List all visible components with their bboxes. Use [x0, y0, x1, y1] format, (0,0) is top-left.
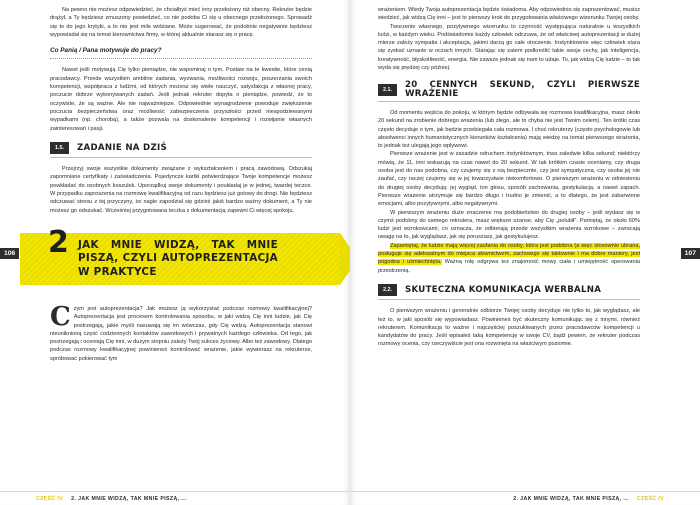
right-footer — [350, 491, 700, 505]
dropcap: C — [50, 301, 71, 332]
footer-part: CZĘŚĆ IV — [36, 495, 64, 502]
paragraph-with-dropcap — [50, 301, 312, 363]
paragraph: Tworzenie własnego, pozytywnego wizerunku to czynność występująca naturalnie u wszystkich ludzi, w każdym wieku. Podświadomie każdy człowiek odczuwa, że od właściwej autoprezentacji w dużej mierze zależy sympatia i akceptacja, jakimi darzą go całe otoczenie. Instynktownie więc człowiek stara się zyskać uznanie w oczach innych. Starając się zatem podkreślić takie swoje cechy, jak inteligencja, kreatywność, błyskotliwość, energia. Nie zawsze jednak się nam to udaje. To, jak widzą Cię ludzie – to tak wyda się prędzej czy później. — [378, 23, 640, 72]
question-subheading: Co Panią / Pana motywuje do pracy? — [50, 47, 312, 59]
section-title: ZADANIE NA DZIŚ — [77, 142, 168, 153]
section-title: SKUTECZNA KOMUNIKACJA WERBALNA — [405, 284, 602, 295]
section-number: 1.5. — [50, 142, 69, 154]
dropcap-paragraph-text: zym jest autoprezentacja? Jak możesz ją wykorzystać podczas rozmowy kwalifikacyjnej? Autoprezentacja jest procesem kontrolowania sposobu, w jaki widzą Cię inni ludzie, jak Cię postrzegają, jakie myśli nasuwają się im wówczas, gdy Cię widzą. Autoprezentacja stanowi nieuniknioną część codziennych kontaktów zawodowych i prywatnych każdego człowieka. Od tego, jak postrzegają i oceniają Cię inni, w dużym stopniu zależy Twój sukces życiowy. Albo też zawodowy. Dlatego podczas rozmowy kwalifikacyjnej powinieneś kontrolować wrażenie, jakie wywierasz na rekruterze, spróbować pokierować tym — [50, 305, 312, 362]
section-heading — [378, 284, 640, 300]
right-page — [350, 0, 700, 505]
footer-part: CZĘŚĆ IV — [636, 495, 664, 502]
left-text-column — [50, 6, 312, 363]
paragraph: Na pewno nie możesz odpowiedzieć, że chciałbyś mieć inny przełożony niż obecny. Rekruter będzie drążył, a Ty będziesz zmuszony powiedzieć, co nie podoba Ci się u obecnego przełożonego. Sprowadź się to do jego krytyki, a to nie jest mile widziane. Może sugerować, że podobnie negatywnie będziesz wypowiadał się na temat kierownictwa firmy, w której aktualnie starasz się o pracę. — [50, 7, 312, 38]
section-number: 2.2. — [378, 284, 397, 296]
chapter-banner — [20, 224, 340, 291]
paragraph: Pierwsze wrażenie jest w zasadzie odruchem instynktownym, trwa zaledwie kilka sekund; niektórzy mówią, że 11, inni wskazują na czas nawet do 20 sekund. W tak krótkim czasie oceniamy, czy druga osoba jest do nas podobna, czy czujemy się z nią bezpiecznie, czy jest sympatyczna, czy osoba jej nie zaufać, czy raczej czujemy się w jej towarzystwie niekomfortowo. O pierwszym wrażeniu w odniesieniu do drugiej osoby decydują: jej wygląd, ton głosu, sposób zachowania, gestykulacja, a nawet zapach. Pierwsze wrażenie utrzymuje się bardzo długo i trudno je zmienić, a to dlatego, że jest zabarwione emocjami, albo pozytywnymi, albo negatywnymi. — [378, 151, 640, 208]
section-heading — [378, 81, 640, 102]
section-heading — [50, 142, 312, 158]
footer-chapter-title: 2. JAK MNIE WIDZĄ, TAK MNIE PISZĄ, ... — [71, 495, 187, 502]
paragraph: O pierwszym wrażeniu i generalnie odbiorze Twojej osoby decyduje nie tylko to, jak wyglądasz, ale też to, w jaki sposób się wypowiadasz. Powinieneś być skuteczny komunikując się z innymi, również rekruterem. Komunikacja to ważne i najczęściej poszukiwanych przez pracodawców kompetencji u kandydatów do pracy. Jeśli wpisałeś taką kompetencję w swoje CV, bądź pewien, że rekruter podczas rozmowy ocenia, czy rzeczywiście jest ona rozwinięta na właściwym poziomie. — [378, 308, 640, 348]
footer-chapter-title: 2. JAK MNIE WIDZĄ, TAK MNIE PISZĄ, ... — [513, 495, 629, 502]
paragraph: Od momentu wejścia do pokoju, w którym będzie odbywała się rozmowa kwalifikacyjna, masz około 20 sekund na zrobienie dobrego wrażenia (lub złego, ale to chyba nie jest Twoim celem). Ten krótki czas często decyduje o tym, jak będzie przebiegała cała rozmowa. I choć rekruterzy (często psychologowie lub absolwenci innych humanistycznych kierunków kształcenia) mają wiedzę na temat pierwszego wrażenia, to jednak też ulegają jego wpływowi. — [378, 109, 640, 150]
left-page-number: 106 — [0, 248, 19, 259]
paragraph-text: Ważną rolę odgrywa też znajomość mowy ciała i umiejętność operowania przestrzenią. — [378, 259, 640, 274]
section-title: 20 CENNYCH SEKUND, CZYLI PIERWSZE WRAŻENIE — [405, 80, 640, 99]
paragraph: Przejrzyj swoje wszystkie dokumenty związane z wykształceniem i pracą zawodową. Odszukaj zapomniane certyfikaty i zaświadczenia. Pojedyncze kartki potwierdzające Twoje kompetencje możesz powkładać do osobnych koszulek. Uporządkuj swoje dokumenty i poukładaj je w jednej, twardej teczce. W przypadku zaproszenia na rozmowę kwalifikacyjną od razu będziesz już gotowy do drogi. Nie będziesz odczuwać stresu z tej przyczyny, że nagle zapodział się gdzieś jakiś bardzo ważny dokument, a Ty nie możesz go odszukać. Wcześniej przygotowana teczka z dokumentacją zapewni Ci więcej spokoju. — [50, 166, 312, 214]
chapter-number: 2 — [48, 224, 69, 260]
highlighted-text: Zapamiętaj, że ludzie mają więcej zaufania do osoby, która jest podobna (a więc stosownie ubrana, posługuje się adekwatnym do miejsca słownictwem, zachowuje się taktownie i ma dobre maniery, jest pogodna i uśmiechnięta. — [378, 242, 640, 266]
paragraph: wrażeniem. Wtedy Twoja autoprezentacja będzie świadoma. Aby odpowiednio się zaprezentować, musisz wiedzieć, jak widzą Cię inni – jest to pierwszy krok do przygotowania właściwego wizerunku Twojej osoby. — [378, 7, 641, 22]
section-number: 2.1. — [378, 84, 397, 96]
paragraph: Nawet jeśli motywują Cię tylko pieniądze, nie wspominaj o tym. Postaw na te kwestie, które cenią pracodawcy. Przede wszystkim ambitne zadania, wyzwania, możliwości rozwoju, poszerzania swoich kompetencji, współpraca z ludźmi, od których możesz się wiele nauczyć, satysfakcja z własnej pracy, poczucie dobrze wykonywanych zadań. Jeśli jednak rekruter dopyta o pieniądze, powiedz, że to oczywiste, że są ważne. Ale nie najważniejsze. Odpowiednie wynagrodzenie powoduje zwiększenie poczucia bezpieczeństwa oraz możliwość zabezpieczenia przyszłości przed niespodziewanymi wypadkami (np. chorobą), a także pozwala na doskonalenie kompetencji i rozwijanie własnych zainteresowań i pasji. — [50, 67, 312, 132]
paragraph: W pierwszym wrażeniu duże znaczenie ma podobieństwo do drugiej osoby – jeśli wydasz się w czymś podobny do samego rekrutera, masz większe szanse, aby Cię „polubił". Pamiętaj, że około 60% ludzi jest wzrokowcami, co oznacza, że odbierają przede wszystkim wrażenia wzrokowe – zwracają uwagę na to, jak wyglądasz, jak się poruszasz, jak gestykulujesz. — [378, 209, 640, 241]
right-text-column — [378, 6, 640, 349]
left-footer — [0, 491, 350, 505]
chapter-title: JAK MNIE WIDZĄ, TAK MNIE PISZĄ, CZYLI AUTOPREZENTACJA W PRAKTYCE — [78, 238, 278, 278]
right-page-number: 107 — [681, 248, 700, 259]
paragraph — [378, 242, 640, 275]
